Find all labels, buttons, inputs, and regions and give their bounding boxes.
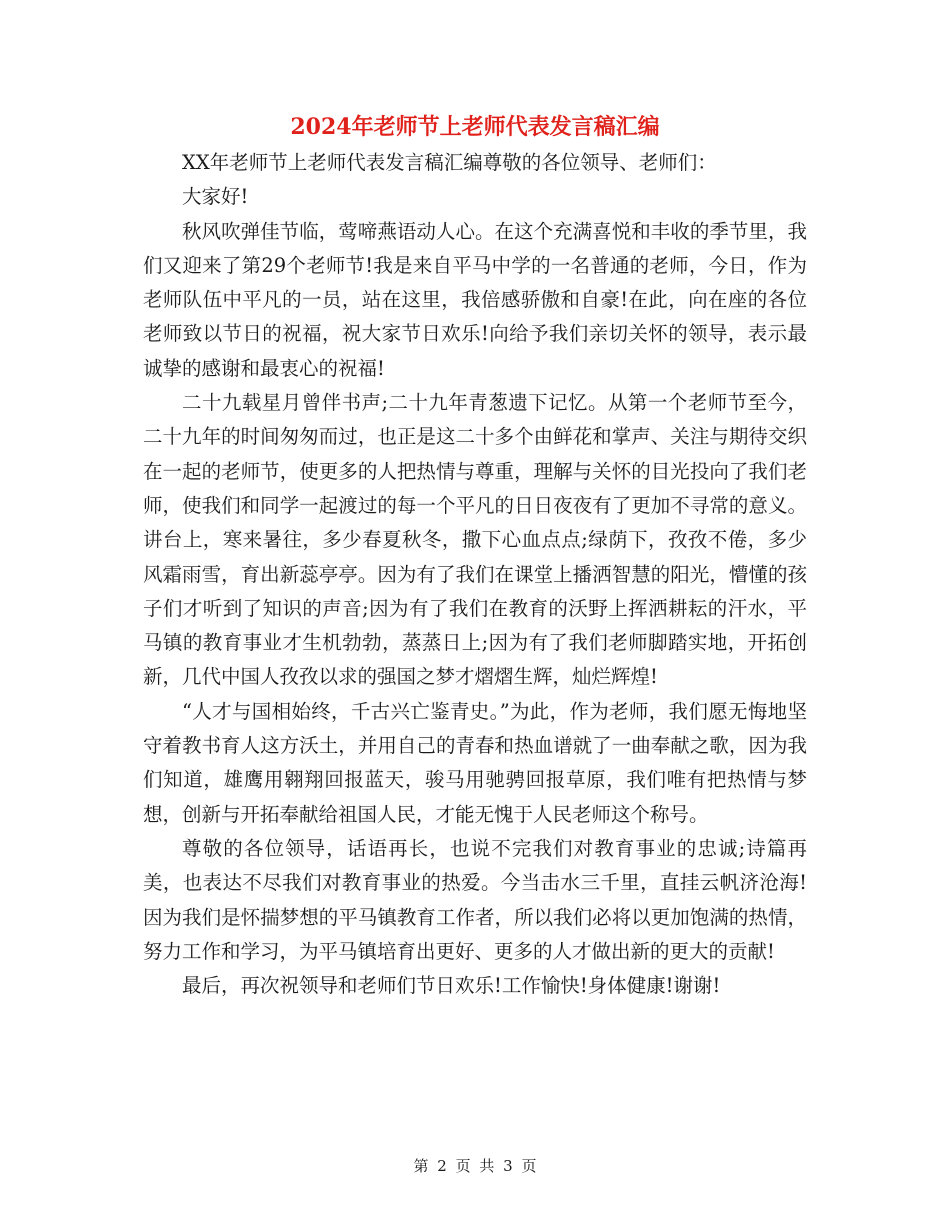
paragraph: 尊敬的各位领导，话语再长，也说不完我们对教育事业的忠诚;诗篇再美，也表达不尽我们对教育事业的热爱。今当击水三千里，直挂云帆济沧海!因为我们是怀揣梦想的平马镇教育工作者，所以我们必将以更加饱满的热情，努力工作和学习，为平马镇培育出更好、更多的人才做出新的更大的贡献! — [143, 836, 807, 963]
paragraph: 秋风吹弹佳节临，莺啼燕语动人心。在这个充满喜悦和丰收的季节里，我们又迎来了第29个老师节!我是来自平马中学的一名普通的老师，今日，作为老师队伍中平凡的一员，站在这里，我倍感骄傲和自豪!在此，向在座的各位老师致以节日的祝福，祝大家节日欢乐!向给予我们亲切关怀的领导，表示最诚挚的感谢和最衷心的祝福! — [143, 219, 807, 380]
paragraph: “人才与国相始终，千古兴亡鉴青史。”为此，作为老师，我们愿无悔地坚守着教书育人这方沃土，并用自己的青春和热血谱就了一曲奉献之歌，因为我们知道，雄鹰用翱翔回报蓝天，骏马用驰骋回报草原，我们唯有把热情与梦想，创新与开拓奉献给祖国人民，才能无愧于人民老师这个称号。 — [143, 699, 807, 826]
page-number-footer: 第 2 页 共 3 页 — [413, 1157, 537, 1175]
document-title: 2024年老师节上老师代表发言稿汇编 — [290, 114, 660, 140]
paragraph-salutation: XX年老师节上老师代表发言稿汇编尊敬的各位领导、老师们： — [182, 151, 717, 174]
paragraph-greeting: 大家好! — [182, 185, 249, 209]
paragraph-closing: 最后，再次祝领导和老师们节日欢乐!工作愉快!身体健康!谢谢! — [182, 974, 721, 998]
document-body — [143, 146, 807, 1003]
paragraph: 二十九载星月曾伴书声;二十九年青葱遗下记忆。从第一个老师节至今，二十九年的时间匆匆而过，也正是这二十多个由鲜花和掌声、关注与期待交织在一起的老师节，使更多的人把热情与尊重，理解与关怀的目光投向了我们老师，使我们和同学一起渡过的每一个平凡的日日夜夜有了更加不寻常的意义。讲台上，寒来暑往，多少春夏秋冬，撒下心血点点;绿荫下，孜孜不倦，多少风霜雨雪，育出新蕊亭亭。因为有了我们在课堂上播洒智慧的阳光，懵懂的孩子们才听到了知识的声音;因为有了我们在教育的沃野上挥洒耕耘的汗水，平马镇的教育事业才生机勃勃，蒸蒸日上;因为有了我们老师脚踏实地，开拓创新，几代中国人孜孜以求的强国之梦才熠熠生辉，灿烂辉煌! — [143, 391, 807, 689]
